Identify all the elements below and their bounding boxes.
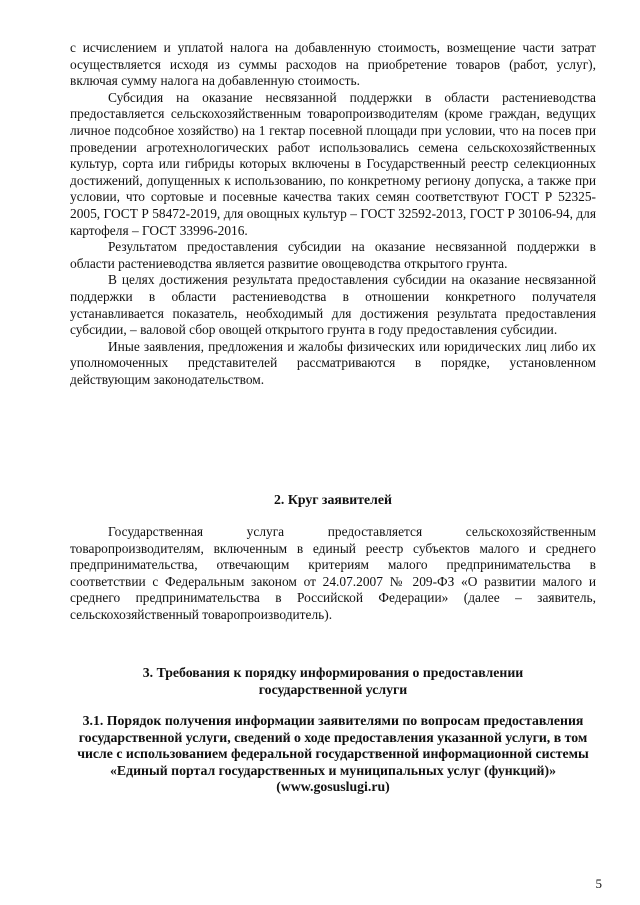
paragraph-subsidy-result: Результатом предоставления субсидии на оказание несвязанной поддержки в области растениеводства является развитие овощеводства открытого грунта. — [70, 239, 596, 271]
paragraph-applicants: Государственная услуга предоставляется сельскохозяйственным товаропроизводителям, включенным в единый реестр субъектов малого и среднего предпринимательства, отвечающим критериям малого предпринимательства в соответствии с Федеральным законом от 24.07.2007 № 209-ФЗ «О развитии малого и среднего предпринимательства в Российской Федерации» (далее – заявитель, сельскохозяйственный товаропроизводитель). — [70, 524, 596, 622]
page-number: 5 — [595, 876, 602, 891]
paragraph-subsidy-conditions: Субсидия на оказание несвязанной поддержки в области растениеводства предоставляется сельскохозяйственным товаропроизводителям (кроме граждан, ведущих личное подсобное хозяйство) на 1 гектар посевной площади при условии, что на посев при проведении агротехнологических работ использовались семена сельскохозяйственных культур, сорта или гибриды которых включены в Государственный реестр селекционных достижений, допущенных к использованию, по конкретному региону допуска, а также при условии, что сортовые и посевные качества таких семян соответствуют ГОСТ Р 52325-2005, ГОСТ Р 58472-2019, для овощных культур – ГОСТ 32592-2013, ГОСТ Р 30106-94, для картофеля – ГОСТ 33996-2016. — [70, 89, 596, 238]
section-2-body — [70, 524, 596, 624]
paragraph-subsidy-indicator: В целях достижения результата предоставления субсидии на оказание несвязанной поддержки в области растениеводства в отношении конкретного получателя устанавливается показатель, необходимый для достижения результата предоставления субсидии, – валовой сбор овощей открытого грунта в году предоставления субсидии. — [70, 272, 596, 338]
paragraph-complaints: Иные заявления, предложения и жалобы физических или юридических лиц либо их уполномоченных представителей рассматриваются в порядке, установленном действующим законодательством. — [70, 338, 596, 387]
section-3-heading: 3. Требования к порядку информирования о предоставлении государственной услуги — [142, 665, 524, 697]
section-2-heading: 2. Круг заявителей — [274, 492, 392, 507]
section-3-1-heading: 3.1. Порядок получения информации заявителями по вопросам предоставления государственной услуги, сведений о ходе предоставления указанной услуги, в том числе с использованием федеральной государственной информационной системы «Единый портал государственных и муниципальных услуг (функций)» (www.gosuslugi.ru) — [77, 713, 589, 795]
paragraph-vat-continuation: с исчислением и уплатой налога на добавленную стоимость, возмещение части затрат осуществляется исходя из суммы расходов на приобретение товаров (работ, услуг), включая сумму налога на добавленную стоимость. — [70, 40, 596, 89]
body-text-block — [70, 40, 596, 388]
